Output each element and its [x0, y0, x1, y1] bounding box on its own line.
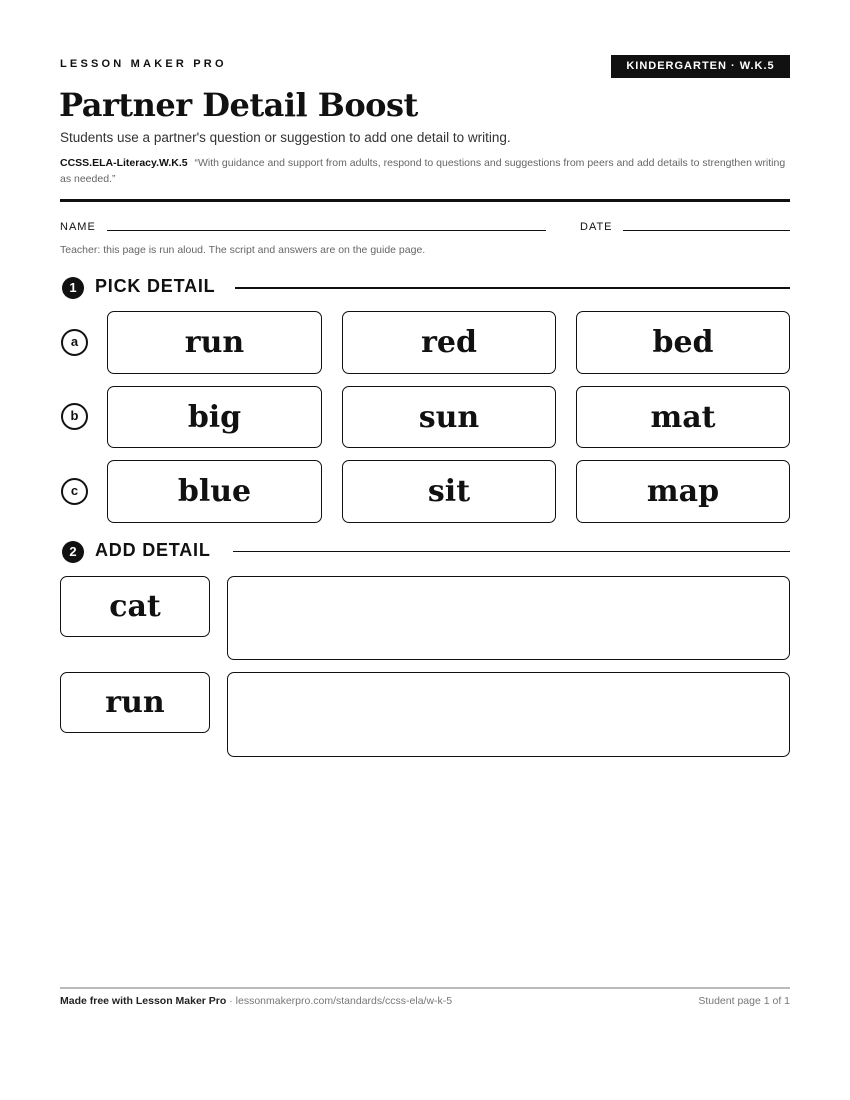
- section-divider: [235, 287, 790, 289]
- standard-text: “With guidance and support from adults, respond to questions and suggestions from peers and add details to strengthen writing as needed.”: [60, 157, 786, 185]
- name-label: NAME: [60, 221, 96, 233]
- row-letter-c: c: [61, 478, 88, 505]
- row-letter-a: a: [61, 329, 88, 356]
- teacher-note: Teacher: this page is run aloud. The script and answers are on the guide page.: [60, 244, 426, 256]
- detail-writing-box[interactable]: [227, 576, 790, 660]
- worksheet-subtitle: Students use a partner's question or suggestion to add one detail to writing.: [60, 130, 511, 145]
- date-label: DATE: [580, 221, 613, 233]
- detail-writing-box[interactable]: [227, 672, 790, 757]
- footer-divider: [60, 987, 790, 989]
- word-card-mat[interactable]: mat: [576, 386, 790, 448]
- section-number-2: 2: [62, 541, 84, 563]
- section-title-pick-detail: PICK DETAIL: [95, 276, 216, 296]
- word-card-red[interactable]: red: [342, 311, 556, 374]
- footer-link[interactable]: · lessonmakerpro.com/standards/ccss-ela/w-k-5: [226, 995, 453, 1007]
- worksheet-title: Partner Detail Boost: [59, 86, 418, 124]
- word-card-big[interactable]: big: [107, 386, 322, 448]
- section-number-1: 1: [62, 277, 84, 299]
- word-card-bed[interactable]: bed: [576, 311, 790, 374]
- made-with-text: Made free with Lesson Maker Pro: [60, 995, 227, 1007]
- section-divider: [233, 551, 790, 552]
- brand-name: LESSON MAKER PRO: [60, 58, 227, 70]
- word-card-blue[interactable]: blue: [107, 460, 322, 523]
- prompt-card-cat: cat: [60, 576, 210, 637]
- prompt-card-run: run: [60, 672, 210, 733]
- name-field[interactable]: [107, 230, 546, 231]
- date-field[interactable]: [623, 230, 790, 231]
- word-card-sun[interactable]: sun: [342, 386, 556, 448]
- standard-statement: [60, 155, 795, 187]
- word-card-map[interactable]: map: [576, 460, 790, 523]
- section-title-add-detail: ADD DETAIL: [95, 540, 211, 560]
- word-card-sit[interactable]: sit: [342, 460, 556, 523]
- grade-badge: KINDERGARTEN · W.K.5: [611, 55, 790, 78]
- page-indicator: Student page 1 of 1: [698, 995, 790, 1007]
- header-divider: [60, 199, 790, 202]
- row-letter-b: b: [61, 403, 88, 430]
- standard-code: CCSS.ELA-Literacy.W.K.5: [60, 157, 188, 169]
- footer-credit: [60, 995, 452, 1007]
- word-card-run[interactable]: run: [107, 311, 322, 374]
